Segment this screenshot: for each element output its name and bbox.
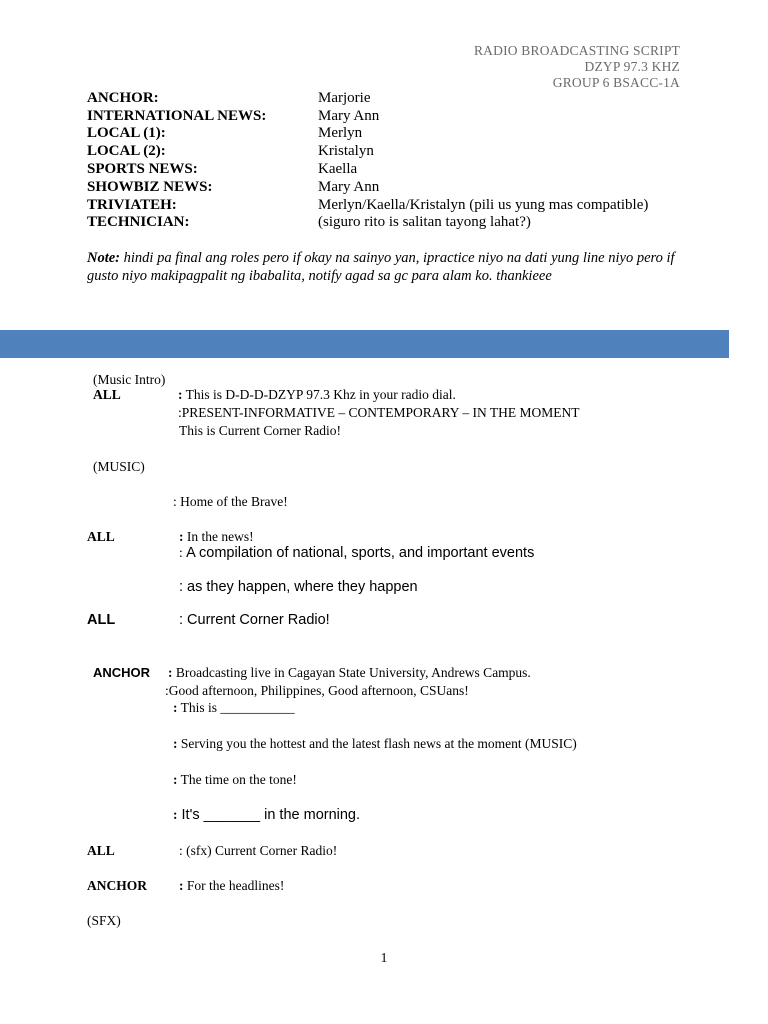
line-colon: : [178,387,183,402]
line-text: For the headlines! [183,878,285,893]
script-line: : Home of the Brave! [173,494,288,509]
line-colon: : [179,545,187,560]
cue-sfx: (SFX) [87,913,121,928]
role-label: TRIVIATEH: [87,197,177,213]
script-line [179,545,534,561]
role-label: SPORTS NEWS: [87,161,198,177]
role-name: (siguro rito is salitan tayong lahat?) [318,214,531,230]
script-line [178,387,456,403]
cue-music: (MUSIC) [93,459,145,474]
script-line: : (sfx) Current Corner Radio! [179,843,338,858]
script-line: : as they happen, where they happen [179,579,418,595]
script-line [179,529,254,545]
role-name: Mary Ann [318,179,380,195]
line-colon: : [179,878,184,893]
note-label: Note: [87,250,121,266]
header-title: RADIO BROADCASTING SCRIPT [473,43,680,58]
line-colon: : [173,736,178,751]
role-name: Merlyn/Kaella/Kristalyn (pili us yung mas compatible) [318,197,649,213]
role-label: TECHNICIAN: [87,214,190,230]
role-name: Kristalyn [318,143,374,159]
script-line [173,700,295,716]
script-line [173,807,360,823]
line-colon: : [179,529,184,544]
line-text: Broadcasting live in Cagayan State University, Andrews Campus. [172,665,531,680]
cue-music-intro: (Music Intro) [93,372,166,387]
role-name: Kaella [318,161,358,177]
line-text: It's _______ in the morning. [177,807,361,823]
role-name: Marjorie [318,90,371,106]
line-text: Serving you the hottest and the latest flash news at the moment (MUSIC) [177,736,577,751]
speaker-all: ALL [87,529,115,544]
script-line [173,772,297,788]
script-line [168,665,531,681]
role-label: ANCHOR: [87,90,159,106]
header-group: GROUP 6 BSACC-1A [552,75,680,90]
line-colon: : [173,807,178,822]
role-name: Merlyn [318,125,363,141]
speaker-anchor: ANCHOR [87,878,147,893]
role-label: LOCAL (1): [87,125,166,141]
section-divider-bar [0,330,729,358]
role-label: SHOWBIZ NEWS: [87,179,213,195]
role-label: LOCAL (2): [87,143,166,159]
script-line [173,736,577,752]
script-line: This is Current Corner Radio! [179,423,341,438]
line-text: This is D-D-D-DZYP 97.3 Khz in your radio dial. [182,387,456,402]
role-label: INTERNATIONAL NEWS: [87,108,267,124]
speaker-all: ALL [87,843,115,858]
role-name: Mary Ann [318,108,380,124]
speaker-anchor: ANCHOR [93,665,151,680]
line-text: A compilation of national, sports, and important events [186,545,535,561]
line-colon: : [168,665,173,680]
line-colon: : [173,700,178,715]
line-text: This is ___________ [177,700,295,715]
line-text: The time on the tone! [177,772,297,787]
script-line: :Good afternoon, Philippines, Good afternoon, CSUans! [165,683,469,698]
page-number: 1 [380,950,388,965]
script-line: :PRESENT-INFORMATIVE – CONTEMPORARY – IN THE MOMENT [178,405,580,420]
header-station: DZYP 97.3 KHZ [584,59,680,74]
speaker-all: ALL [93,387,121,402]
speaker-all: ALL [87,612,116,628]
note-paragraph [87,249,687,285]
line-colon: : [173,772,178,787]
note-text: hindi pa final ang roles pero if okay na sainyo yan, ipractice niyo na dati yung line niyo pero if gusto niyo makipagpalit ng ibabalita, notify agad sa gc para alam ko. thankieee [87,250,675,284]
script-line [179,878,284,894]
script-line: : Current Corner Radio! [179,612,330,628]
line-text: In the news! [183,529,254,544]
